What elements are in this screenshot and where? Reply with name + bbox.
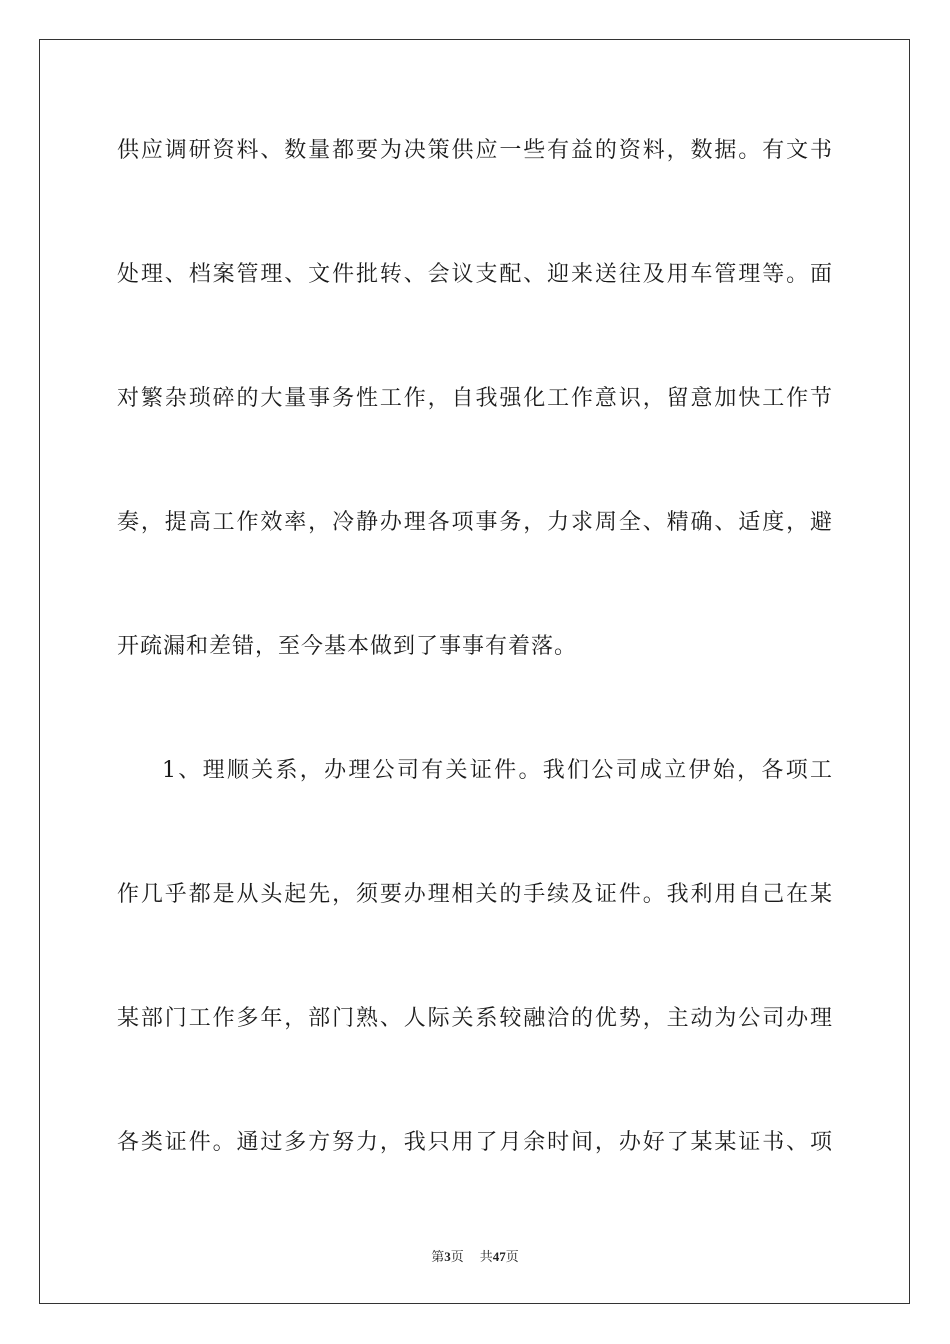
page-footer [0,1248,950,1266]
body-text-line-2: 处理、档案管理、文件批转、会议支配、迎来送往及用车管理等。面 [117,262,833,287]
page-prefix: 第 [431,1249,445,1264]
body-text-line-4: 奏，提高工作效率，冷静办理各项事务，力求周全、精确、适度，避 [117,510,833,535]
body-text-line-8: 某部门工作多年，部门熟、人际关系较融洽的优势，主动为公司办理 [117,1006,833,1031]
body-text-line-5: 开疏漏和差错，至今基本做到了事事有着落。 [117,634,578,659]
body-text-line-3: 对繁杂琐碎的大量事务性工作，自我强化工作意识，留意加快工作节 [117,386,833,411]
body-text-line-7: 作几乎都是从头起先，须要办理相关的手续及证件。我利用自己在某 [117,882,833,907]
total-pages: 47 [492,1249,506,1264]
body-text-line-9: 各类证件。通过多方努力，我只用了月余时间，办好了某某证书、项 [117,1130,833,1155]
page-border [39,39,910,1304]
page-number: 3 [444,1249,451,1264]
body-text-line-1: 供应调研资料、数量都要为决策供应一些有益的资料，数据。有文书 [117,138,833,163]
paragraph-start-line: 1、理顺关系，办理公司有关证件。我们公司成立伊始，各项工 [162,758,833,783]
total-prefix: 共 [479,1249,493,1264]
page-suffix: 页 [450,1249,464,1264]
total-suffix: 页 [505,1249,519,1264]
